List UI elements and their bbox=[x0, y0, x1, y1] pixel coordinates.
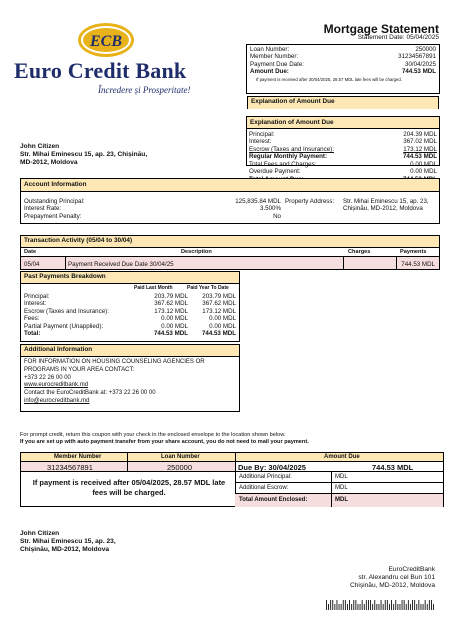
statement-title: Mortgage Statement bbox=[323, 22, 439, 36]
remit-name: EuroCreditBank bbox=[388, 566, 435, 573]
past-payments-header: Past Payments Breakdown bbox=[21, 272, 239, 284]
barcode-bar bbox=[400, 604, 401, 610]
barcode-bar bbox=[372, 604, 373, 610]
barcode-bar bbox=[345, 600, 346, 610]
bank-name: Euro Credit Bank bbox=[14, 58, 187, 83]
paid-last-month-header: Paid Last Month bbox=[134, 285, 173, 291]
barcode-bar bbox=[433, 604, 434, 610]
barcode-bar bbox=[427, 604, 428, 610]
customer-address-line2: MD-2012, Moldova bbox=[20, 159, 78, 167]
past-row: Interest: 367.62 MDL 367.62 MDL bbox=[24, 300, 236, 308]
amount-due-header: Amount Due bbox=[324, 454, 360, 460]
barcode-bar bbox=[349, 600, 350, 610]
barcode-bar bbox=[421, 604, 422, 610]
barcode-bar bbox=[351, 604, 352, 610]
col-description: Description bbox=[181, 249, 212, 255]
bank-email-link[interactable]: info@eurocreditbank.md bbox=[24, 397, 90, 404]
barcode-bar bbox=[412, 600, 413, 610]
explanation-rows bbox=[246, 131, 440, 183]
paid-ytd-header: Paid Year To Date bbox=[187, 285, 229, 291]
counseling-info: FOR INFORMATION ON HOUSING COUNSELING AGENCIES OR PROGRAMS IN YOUR AREA CONTACT: bbox=[24, 359, 205, 373]
loan-summary-box bbox=[246, 44, 440, 94]
barcode-bar bbox=[355, 600, 356, 610]
additional-info-header: Additional Information bbox=[21, 345, 239, 357]
account-info-header: Account Information bbox=[21, 179, 439, 192]
remit-line2: Chișinău, MD-2012, Moldova bbox=[349, 582, 435, 590]
return-address bbox=[20, 530, 116, 555]
additional-escrow-row: Additional Escrow: MDL bbox=[235, 483, 443, 494]
barcode-bar bbox=[383, 604, 384, 610]
coupon-due-amount: 744.53 MDL bbox=[372, 463, 414, 472]
barcode-bar bbox=[374, 600, 375, 610]
customer-address bbox=[20, 143, 147, 168]
barcode-bar bbox=[328, 604, 329, 610]
coupon-member-number: 31234567891 bbox=[47, 463, 93, 472]
payment-coupon bbox=[20, 452, 444, 507]
summary-row: Member Number: 31234567891 bbox=[250, 53, 436, 61]
transaction-section bbox=[20, 235, 440, 270]
svg-text:ECB: ECB bbox=[89, 33, 123, 50]
explanation-row: Principal: 204.39 MDL bbox=[249, 131, 437, 138]
barcode-bar bbox=[385, 600, 386, 610]
explanation-row: Regular Monthly Payment: 744.53 MDL bbox=[249, 153, 437, 161]
barcode-bar bbox=[368, 600, 369, 610]
barcode-bar bbox=[337, 600, 338, 610]
explanation-title-bar bbox=[246, 116, 440, 129]
barcode-bar bbox=[353, 600, 354, 610]
barcode-bar bbox=[414, 600, 415, 610]
bank-website-link[interactable]: www.eurocreditbank.md bbox=[24, 382, 89, 389]
counseling-phone: +373 22 26 00 00 bbox=[24, 374, 71, 381]
barcode-bar bbox=[370, 600, 371, 610]
barcode-bar bbox=[364, 604, 365, 610]
col-charges: Charges bbox=[348, 249, 371, 255]
barcode-bar bbox=[418, 600, 419, 610]
barcode-bar bbox=[376, 604, 377, 610]
coupon-instructions bbox=[20, 432, 440, 445]
member-number-header: Member Number bbox=[54, 454, 102, 460]
return-name: John Citizen bbox=[20, 530, 60, 537]
barcode-bar bbox=[343, 600, 344, 610]
barcode-bar bbox=[341, 604, 342, 610]
additional-info-section bbox=[20, 344, 240, 412]
barcode-bar bbox=[339, 604, 340, 610]
barcode-bar bbox=[366, 600, 367, 610]
statement-date: Statement Date: 05/04/2025 bbox=[357, 34, 439, 41]
barcode-bar bbox=[326, 600, 327, 610]
coupon-late-warning: If payment is received after 05/04/2025, 28.57 MDL late fees will be charged. bbox=[32, 478, 226, 497]
transaction-row: 05/04 Payment Received Due Date 30/04/25 744.53 MDL bbox=[21, 257, 439, 269]
barcode-bar bbox=[408, 600, 409, 610]
barcode-bar bbox=[416, 604, 417, 610]
barcode-bar bbox=[395, 600, 396, 610]
coupon-instruction-2: If you are set up with auto payment transfer from your share account, you do not need to mail your payment. bbox=[20, 438, 309, 445]
past-row: Principal: 203.79 MDL 203.79 MDL bbox=[24, 293, 236, 300]
total-enclosed-row: Total Amount Enclosed: MDL bbox=[235, 494, 443, 507]
return-line2: Chișinău, MD-2012, Moldova bbox=[20, 546, 110, 554]
account-row: Outstanding Principal: 125,835.84 MDL bbox=[24, 198, 281, 205]
additional-principal-row: Additional Principal: MDL bbox=[235, 472, 443, 483]
barcode-bar bbox=[431, 600, 432, 610]
past-row: Total: 744.53 MDL 744.53 MDL bbox=[24, 330, 236, 338]
barcode-bar bbox=[406, 604, 407, 610]
col-payments: Payments bbox=[400, 249, 427, 255]
explanation-row: Interest: 367.02 MDL bbox=[249, 138, 437, 146]
customer-address-line1: Str. Mihai Eminescu 15, ap. 23, Chișinău, bbox=[20, 151, 148, 159]
coupon-instruction-1: For prompt credit, return this coupon with your check in the enclosed envelope to the location shown below. bbox=[20, 432, 286, 438]
barcode-bar bbox=[404, 600, 405, 610]
barcode-bar bbox=[334, 604, 335, 610]
summary-row: Amount Due: 744.53 MDL bbox=[250, 68, 436, 76]
barcode-bar bbox=[397, 604, 398, 610]
account-info-section bbox=[20, 178, 440, 224]
barcode-bar bbox=[360, 604, 361, 610]
return-line1: Str. Mihai Eminescu 15, ap. 23, bbox=[20, 538, 116, 546]
bank-tagline: Încredere și Prosperitate! bbox=[98, 85, 191, 95]
barcode-bar bbox=[389, 604, 390, 610]
barcode-bar bbox=[330, 600, 331, 610]
coupon-due-date: Due By: 30/04/2025 bbox=[238, 463, 306, 472]
contact-line: Contact the EuroCreditBank at: +373 22 26 00 00 bbox=[24, 390, 156, 397]
past-row: Partial Payment (Unapplied): 0.00 MDL 0.00 MDL bbox=[24, 322, 236, 330]
late-fee-note: If payment is received after 30/04/2025, 28.57 MDL late fees will be charged. bbox=[256, 76, 403, 82]
coupon-loan-number: 250000 bbox=[167, 463, 193, 472]
explanation-title: Explanation of Amount Due bbox=[250, 119, 334, 126]
summary-row: Loan Number: 250000 bbox=[250, 46, 436, 53]
barcode-bar bbox=[379, 604, 380, 610]
loan-number-header: Loan Number bbox=[161, 454, 200, 460]
past-row: Escrow (Taxes and Insurance): 173.12 MDL 173.12 MDL bbox=[24, 307, 236, 315]
col-date: Date bbox=[24, 249, 37, 255]
barcode-bar bbox=[362, 600, 363, 610]
account-row: Interest Rate: 3.500% bbox=[24, 205, 281, 213]
transaction-header: Transaction Activity (05/04 to 30/04) bbox=[21, 236, 439, 248]
past-payments-section bbox=[20, 271, 240, 342]
barcode-bar bbox=[381, 600, 382, 610]
past-row: Fees: 0.00 MDL 0.00 MDL bbox=[24, 315, 236, 323]
account-row: Prepayment Penalty: No bbox=[24, 212, 281, 220]
ecb-emblem-icon bbox=[76, 22, 136, 62]
transaction-col-headers bbox=[21, 248, 439, 257]
barcode-bar bbox=[425, 600, 426, 610]
total-enclosed-input[interactable]: MDL bbox=[335, 497, 348, 503]
barcode-bar bbox=[410, 604, 411, 610]
customer-name: John Citizen bbox=[20, 143, 60, 150]
bank-logo bbox=[14, 22, 204, 100]
barcode-bar bbox=[423, 604, 424, 610]
barcode-bar bbox=[402, 600, 403, 610]
postal-barcode bbox=[326, 600, 436, 610]
explanation-row: Overdue Payment: 0.00 MDL bbox=[249, 168, 437, 176]
barcode-bar bbox=[358, 604, 359, 610]
barcode-bar bbox=[429, 600, 430, 610]
property-address-label: Property Address: bbox=[285, 198, 335, 205]
barcode-bar bbox=[332, 600, 333, 610]
property-address-value: Str. Mihai Eminescu 15, ap. 23, Chișinău, MD-2012, Moldova bbox=[343, 198, 429, 213]
additional-principal-input[interactable]: MDL bbox=[335, 474, 348, 480]
explanation-row: Escrow (Taxes and Insurance): 173.12 MDL bbox=[249, 145, 437, 153]
explanation-row: Total Fees and Charges: 0.00 MDL bbox=[249, 160, 437, 168]
barcode-bar bbox=[393, 604, 394, 610]
remit-address bbox=[350, 566, 435, 591]
barcode-bar bbox=[347, 604, 348, 610]
barcode-bar bbox=[387, 600, 388, 610]
barcode-bar bbox=[391, 600, 392, 610]
remit-line1: str. Alexandru cel Bun 101 bbox=[358, 574, 435, 582]
summary-row: Payment Due Date: 30/04/2025 bbox=[250, 60, 436, 68]
explanation-header: Explanation of Amount Due bbox=[247, 96, 439, 109]
additional-escrow-input[interactable]: MDL bbox=[335, 485, 348, 491]
